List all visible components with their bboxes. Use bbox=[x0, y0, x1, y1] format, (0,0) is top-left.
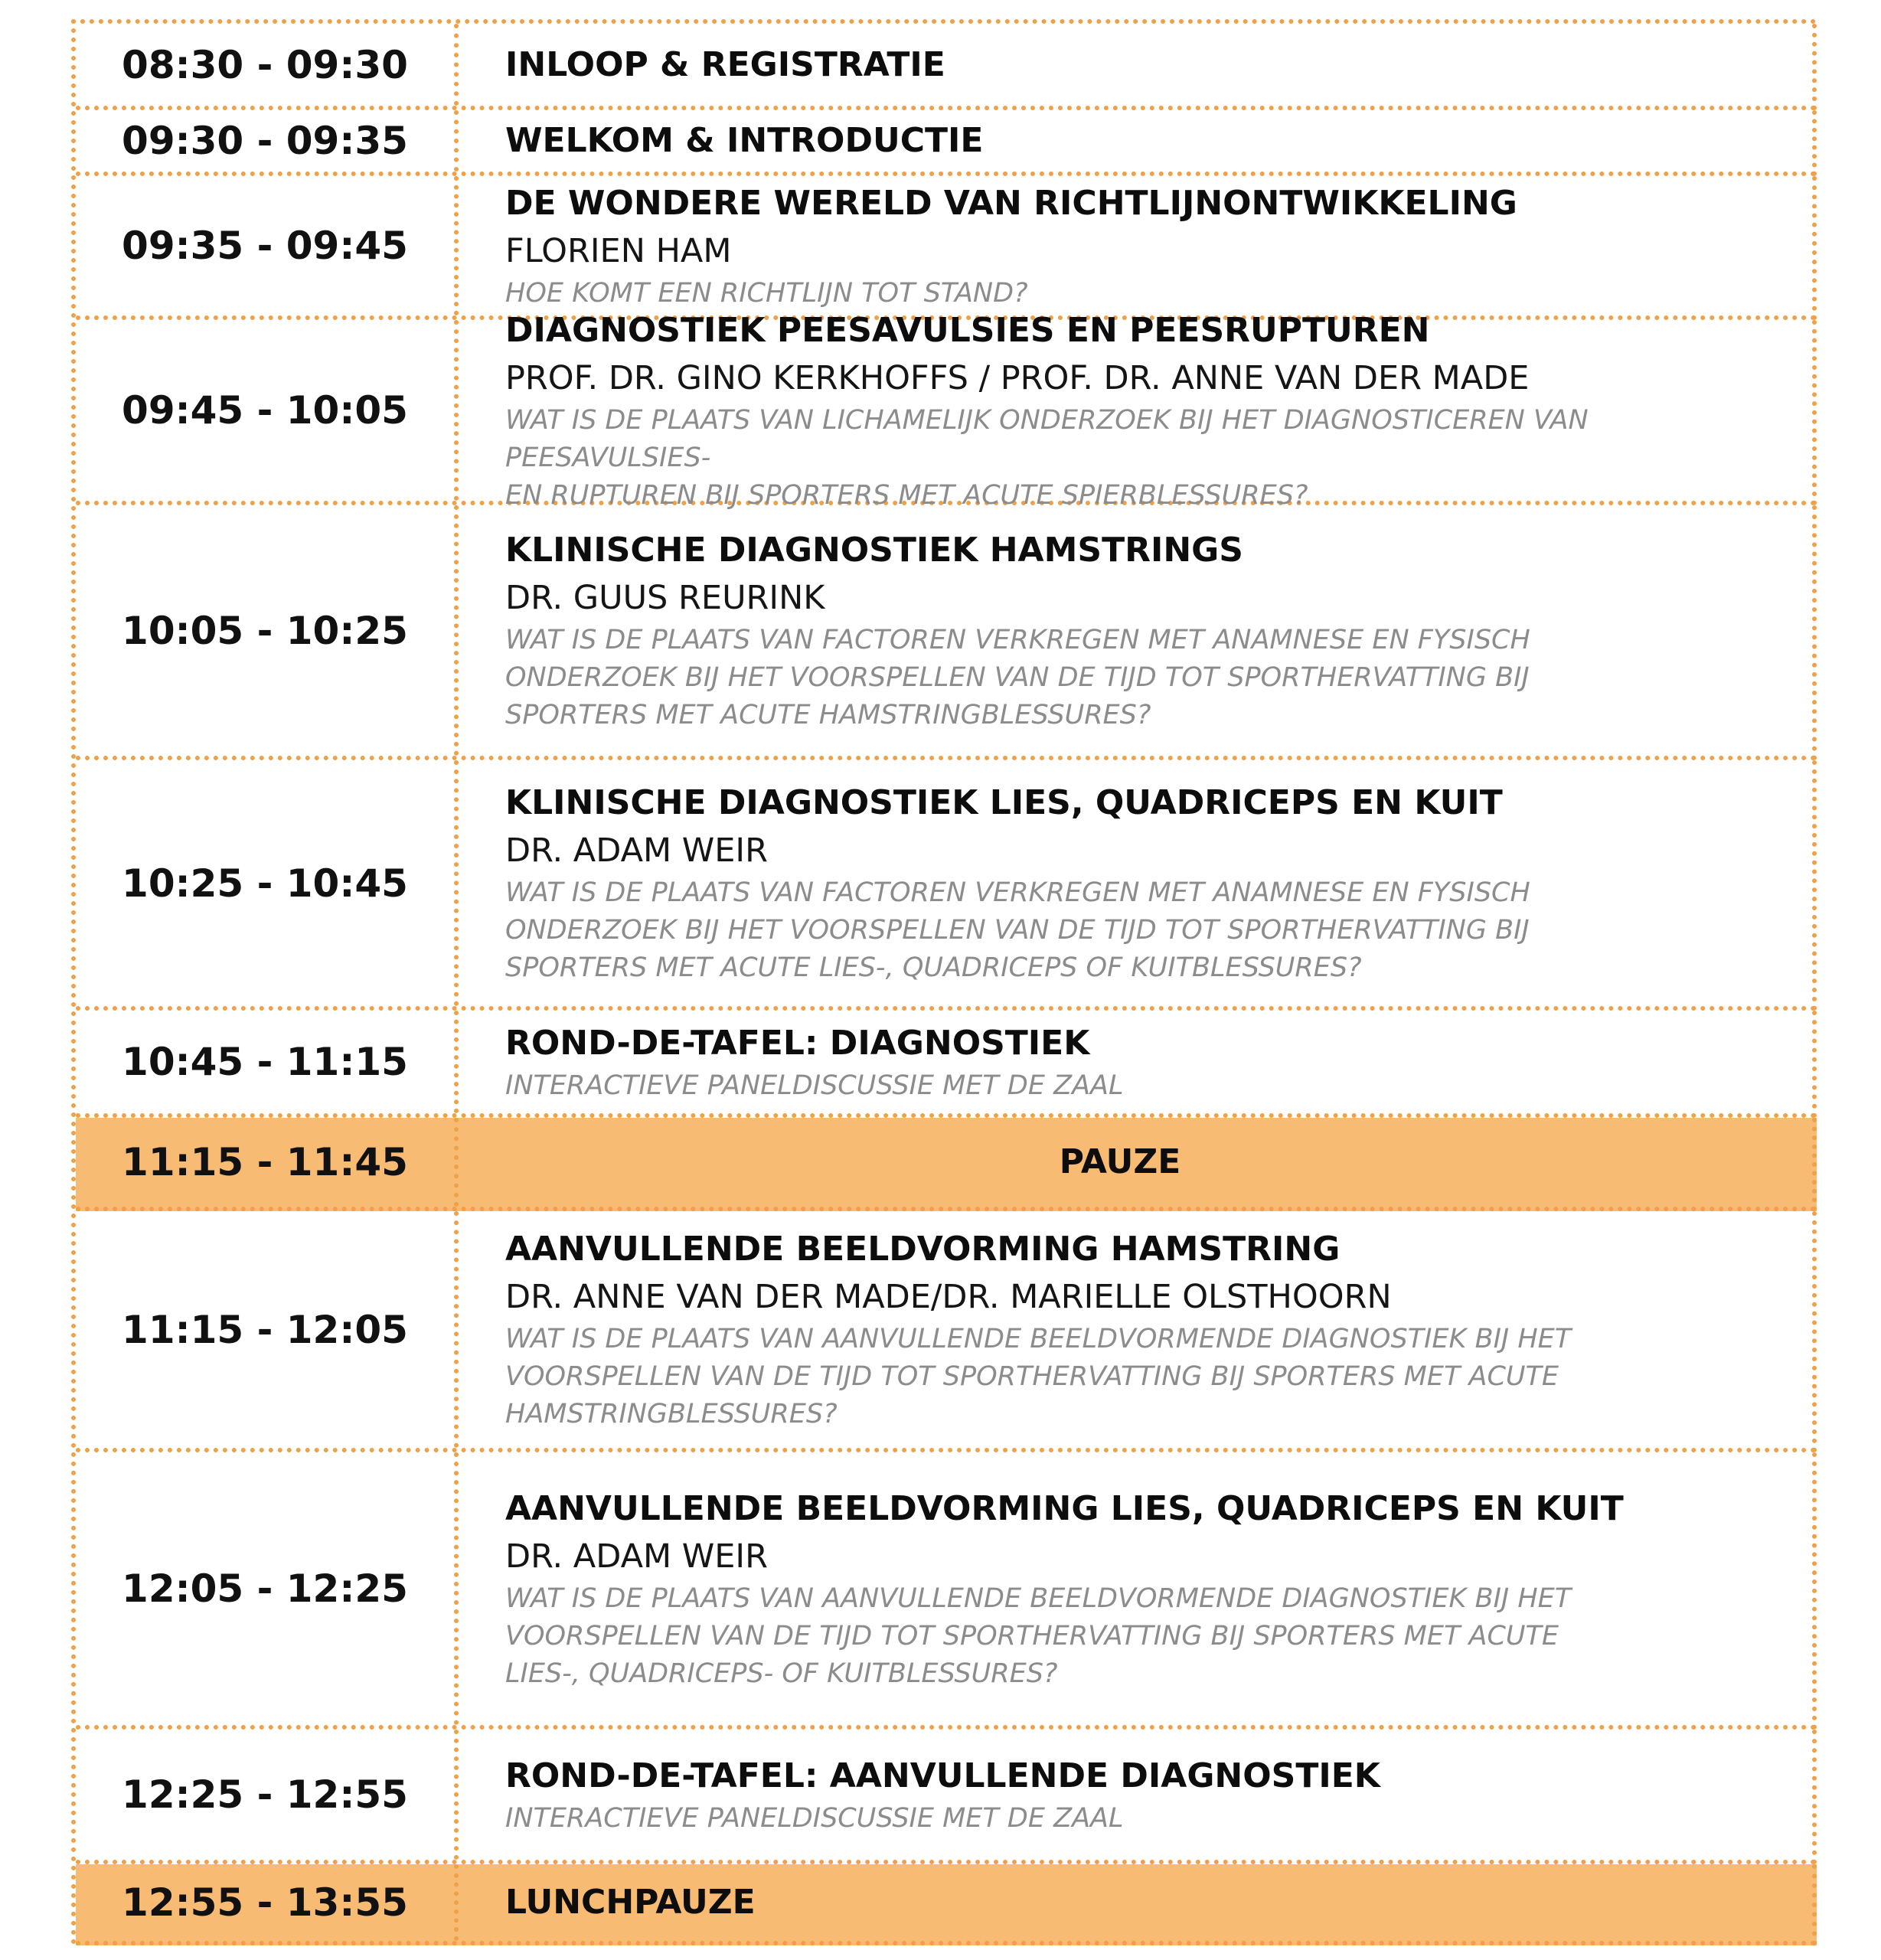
session-speaker: DR. GUUS REURINK bbox=[505, 579, 825, 617]
session-question: INTERACTIEVE PANELDISCUSSIE MET DE ZAAL bbox=[505, 1070, 1124, 1101]
session-title: AANVULLENDE BEELDVORMING LIES, QUADRICEPS EN KUIT bbox=[505, 1488, 1624, 1528]
session-question: WAT IS DE PLAATS VAN FACTOREN VERKREGEN MET ANAMNESE EN FYSISCH ONDERZOEK BIJ HET VOORSPELLEN VAN DE TIJD TOT SPORTHERVATTING BIJ SPORTERS MET ACUTE HAMSTRINGBLESSURES? bbox=[505, 625, 1530, 730]
time-slot: 11:15 - 11:45 bbox=[76, 1118, 459, 1207]
schedule-row bbox=[76, 176, 1817, 320]
time-slot: 12:05 - 12:25 bbox=[76, 1452, 459, 1725]
schedule-row bbox=[76, 1011, 1817, 1118]
time-slot: 12:25 - 12:55 bbox=[76, 1730, 459, 1860]
session-question: INTERACTIEVE PANELDISCUSSIE MET DE ZAAL bbox=[505, 1802, 1124, 1834]
session-content bbox=[459, 1730, 1812, 1860]
session-content bbox=[459, 1864, 1812, 1941]
schedule-row bbox=[76, 1452, 1817, 1730]
session-content bbox=[459, 24, 1812, 106]
session-title: DE WONDERE WERELD VAN RICHTLIJNONTWIKKELING bbox=[505, 183, 1517, 223]
session-speaker: PROF. DR. GINO KERKHOFFS / PROF. DR. ANNE VAN DER MADE bbox=[505, 358, 1530, 397]
session-title: ROND-DE-TAFEL: DIAGNOSTIEK bbox=[505, 1023, 1090, 1063]
session-content bbox=[459, 1452, 1812, 1725]
session-question: WAT IS DE PLAATS VAN LICHAMELIJK ONDERZOEK BIJ HET DIAGNOSTICEREN VAN PEESAVULSIES- EN RUPTUREN BIJ SPORTERS MET ACUTE SPIERBLESSURES? bbox=[505, 404, 1589, 511]
session-question: WAT IS DE PLAATS VAN AANVULLENDE BEELDVORMENDE DIAGNOSTIEK BIJ HET VOORSPELLEN VAN DE TIJD TOT SPORTHERVATTING BIJ SPORTERS MET ACUTE HAMSTRINGBLESSURES? bbox=[505, 1324, 1572, 1429]
session-title: ROND-DE-TAFEL: AANVULLENDE DIAGNOSTIEK bbox=[505, 1756, 1380, 1795]
time-slot: 09:45 - 10:05 bbox=[76, 320, 459, 501]
break-title: LUNCHPAUZE bbox=[505, 1883, 756, 1922]
schedule-row bbox=[76, 1730, 1817, 1864]
break-row bbox=[76, 1864, 1817, 1945]
time-slot: 10:25 - 10:45 bbox=[76, 760, 459, 1006]
session-speaker: DR. ANNE VAN DER MADE/DR. MARIELLE OLSTHOORN bbox=[505, 1278, 1392, 1316]
session-speaker: DR. ADAM WEIR bbox=[505, 831, 768, 870]
schedule-row bbox=[76, 110, 1817, 176]
session-content bbox=[459, 176, 1812, 315]
session-question: WAT IS DE PLAATS VAN AANVULLENDE BEELDVORMENDE DIAGNOSTIEK BIJ HET VOORSPELLEN VAN DE TIJD TOT SPORTHERVATTING BIJ SPORTERS MET ACUTE LIES-, QUADRICEPS- OF KUITBLESSURES? bbox=[505, 1583, 1572, 1689]
time-slot: 10:45 - 11:15 bbox=[76, 1011, 459, 1113]
session-content bbox=[459, 310, 1812, 511]
session-content bbox=[459, 1211, 1812, 1448]
schedule-row bbox=[76, 310, 1817, 511]
session-content bbox=[459, 505, 1812, 756]
session-title: KLINISCHE DIAGNOSTIEK LIES, QUADRICEPS EN KUIT bbox=[505, 783, 1503, 822]
session-content bbox=[459, 110, 1812, 172]
session-title: KLINISCHE DIAGNOSTIEK HAMSTRINGS bbox=[505, 531, 1243, 570]
schedule-row bbox=[76, 24, 1817, 110]
session-content bbox=[459, 760, 1812, 1006]
session-content bbox=[459, 1118, 1812, 1207]
schedule-row bbox=[76, 505, 1817, 760]
session-question: HOE KOMT EEN RICHTLIJN TOT STAND? bbox=[505, 277, 1028, 309]
time-slot: 08:30 - 09:30 bbox=[76, 24, 459, 106]
time-slot: 10:05 - 10:25 bbox=[76, 505, 459, 756]
time-slot: 11:15 - 12:05 bbox=[76, 1211, 459, 1448]
time-slot: 12:55 - 13:55 bbox=[76, 1864, 459, 1941]
session-title: WELKOM & INTRODUCTIE bbox=[505, 121, 984, 160]
programme-schedule bbox=[71, 19, 1817, 1945]
session-title: AANVULLENDE BEELDVORMING HAMSTRING bbox=[505, 1230, 1341, 1269]
session-speaker: FLORIEN HAM bbox=[505, 231, 732, 270]
session-question: WAT IS DE PLAATS VAN FACTOREN VERKREGEN MET ANAMNESE EN FYSISCH ONDERZOEK BIJ HET VOORSPELLEN VAN DE TIJD TOT SPORTHERVATTING BIJ SPORTERS MET ACUTE LIES-, QUADRICEPS OF KUITBLESSURES? bbox=[505, 877, 1530, 983]
break-title: PAUZE bbox=[1059, 1142, 1181, 1181]
break-row bbox=[76, 1118, 1817, 1211]
schedule-row bbox=[76, 1211, 1817, 1452]
session-title: INLOOP & REGISTRATIE bbox=[505, 44, 945, 84]
session-title: DIAGNOSTIEK PEESAVULSIES EN PEESRUPTUREN bbox=[505, 310, 1430, 350]
time-slot: 09:30 - 09:35 bbox=[76, 110, 459, 172]
schedule-row bbox=[76, 760, 1817, 1011]
time-slot: 09:35 - 09:45 bbox=[76, 176, 459, 315]
session-speaker: DR. ADAM WEIR bbox=[505, 1537, 768, 1576]
session-content bbox=[459, 1011, 1812, 1113]
